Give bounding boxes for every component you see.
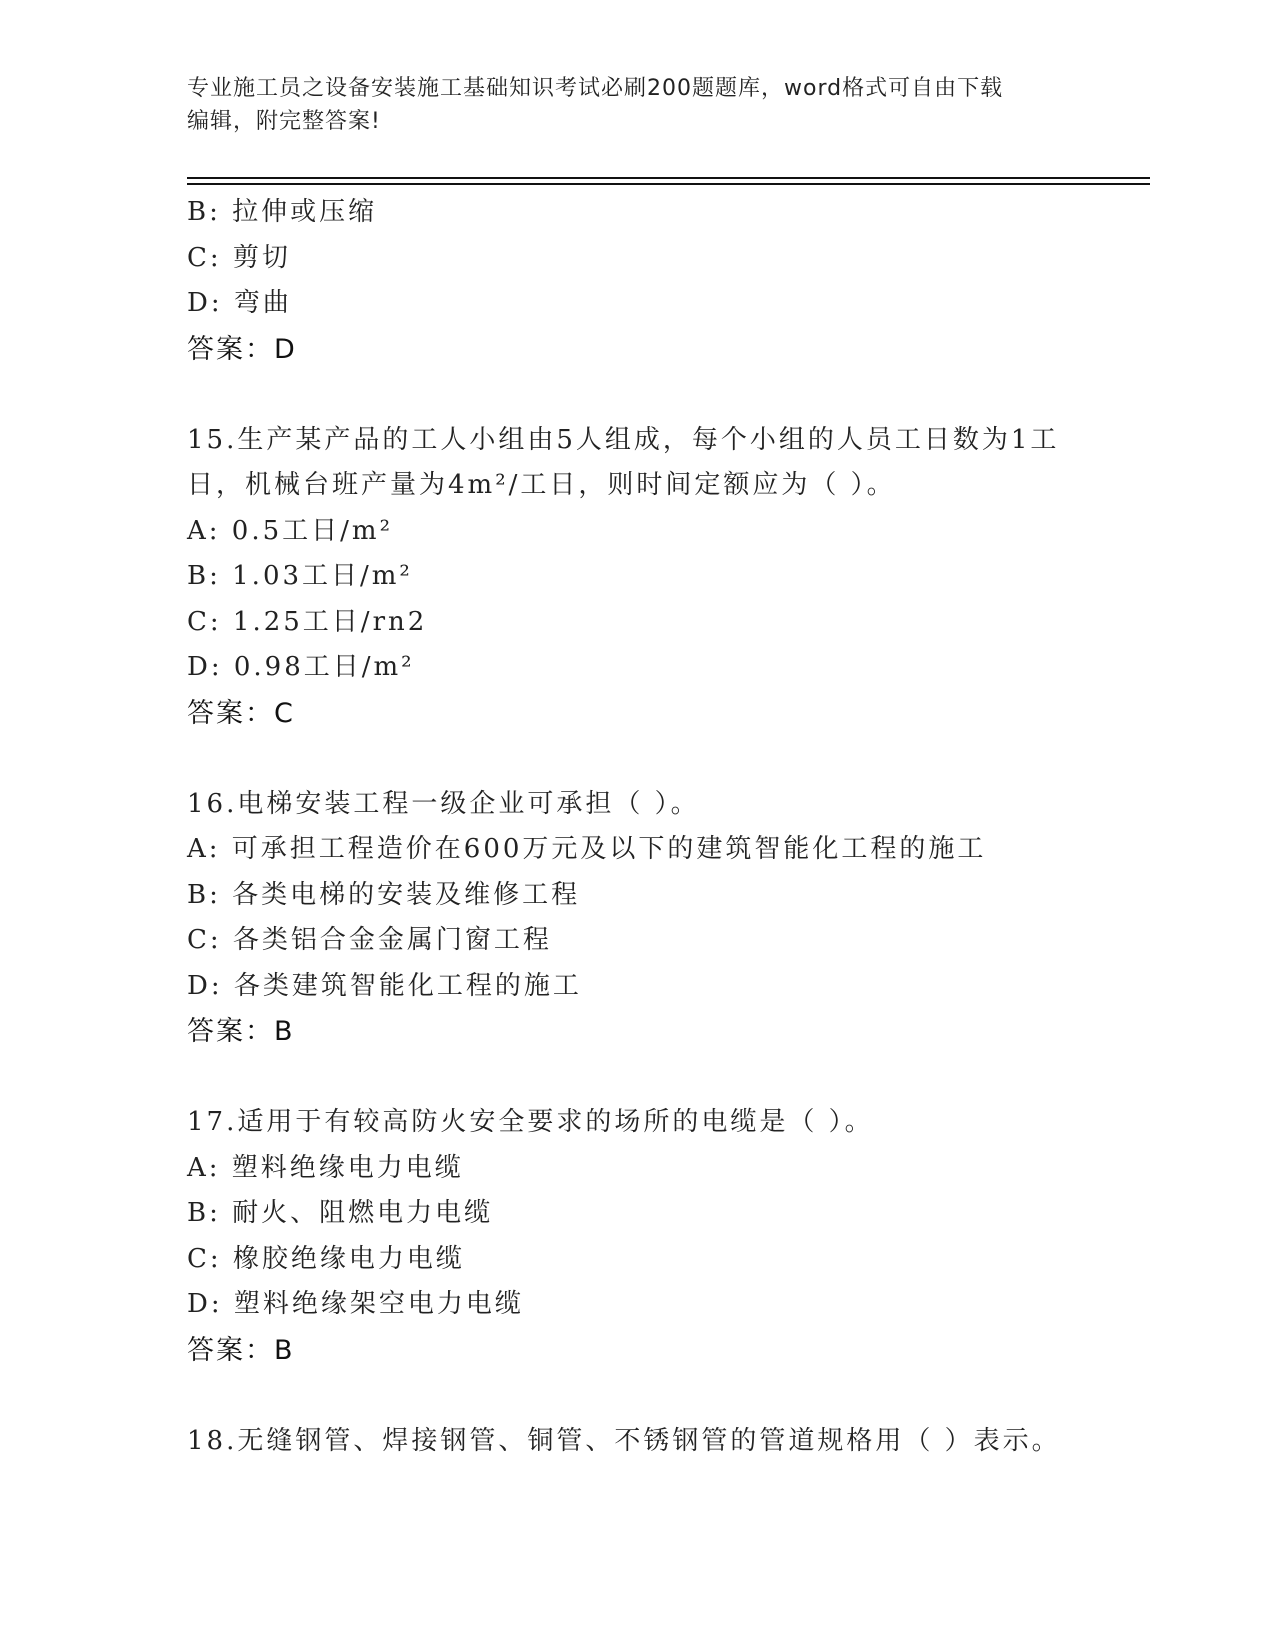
spacer (187, 1373, 1107, 1419)
option-b: B: 1.03工日/m² (187, 561, 413, 591)
option-c: C: 橡胶绝缘电力电缆 (187, 1243, 465, 1274)
answer: 答案：D (187, 333, 297, 365)
question-14-continued (187, 190, 1107, 372)
question-stem: 18.无缝钢管、焊接钢管、铜管、不锈钢管的管道规格用（ ）表示。 (187, 1425, 1061, 1456)
header-divider-bottom (187, 183, 1150, 185)
option-c: C: 1.25工日/rn2 (187, 606, 428, 637)
option-b: B: 各类电梯的安装及维修工程 (187, 879, 581, 910)
option-c: C: 各类铝合金金属门窗工程 (187, 925, 552, 955)
spacer (187, 736, 1107, 782)
header-title-line1: 专业施工员之设备安装施工基础知识考试必刷200题题库，word格式可自由下载 (187, 76, 1004, 101)
answer: 答案：B (187, 1334, 295, 1366)
question-stem: 15.生产某产品的工人小组由5人组成，每个小组的人员工日数为1工 (187, 424, 1060, 455)
answer: 答案：C (187, 697, 295, 729)
answer: 答案：B (187, 1016, 295, 1047)
option-d: D: 弯曲 (187, 288, 292, 318)
option-a: A: 塑料绝缘电力电缆 (187, 1152, 464, 1183)
question-stem: 日，机械台班产量为4m²/工日，则时间定额应为（ ）。 (187, 470, 896, 500)
question-stem: 16.电梯安装工程一级企业可承担（ ）。 (187, 788, 700, 819)
spacer (187, 372, 1107, 418)
option-d: D: 塑料绝缘架空电力电缆 (187, 1289, 524, 1319)
question-stem: 17.适用于有较高防火安全要求的场所的电缆是（ ）。 (187, 1107, 874, 1137)
question-18 (187, 1419, 1107, 1465)
option-b: B: 耐火、阻燃电力电缆 (187, 1198, 494, 1228)
question-17 (187, 1100, 1107, 1373)
option-b: B: 拉伸或压缩 (187, 197, 378, 227)
spacer (187, 1055, 1107, 1101)
option-d: D: 0.98工日/m² (187, 652, 415, 682)
document-header (187, 72, 1067, 138)
option-a: A: 0.5工日/m² (187, 515, 393, 546)
option-c: C: 剪切 (187, 242, 291, 273)
option-d: D: 各类建筑智能化工程的施工 (187, 970, 582, 1001)
option-a: A: 可承担工程造价在600万元及以下的建筑智能化工程的施工 (187, 834, 987, 864)
question-15 (187, 418, 1107, 737)
header-divider-top (187, 177, 1150, 179)
question-list (187, 190, 1107, 1464)
question-16 (187, 782, 1107, 1055)
header-title-line2: 编辑，附完整答案! (187, 109, 381, 134)
